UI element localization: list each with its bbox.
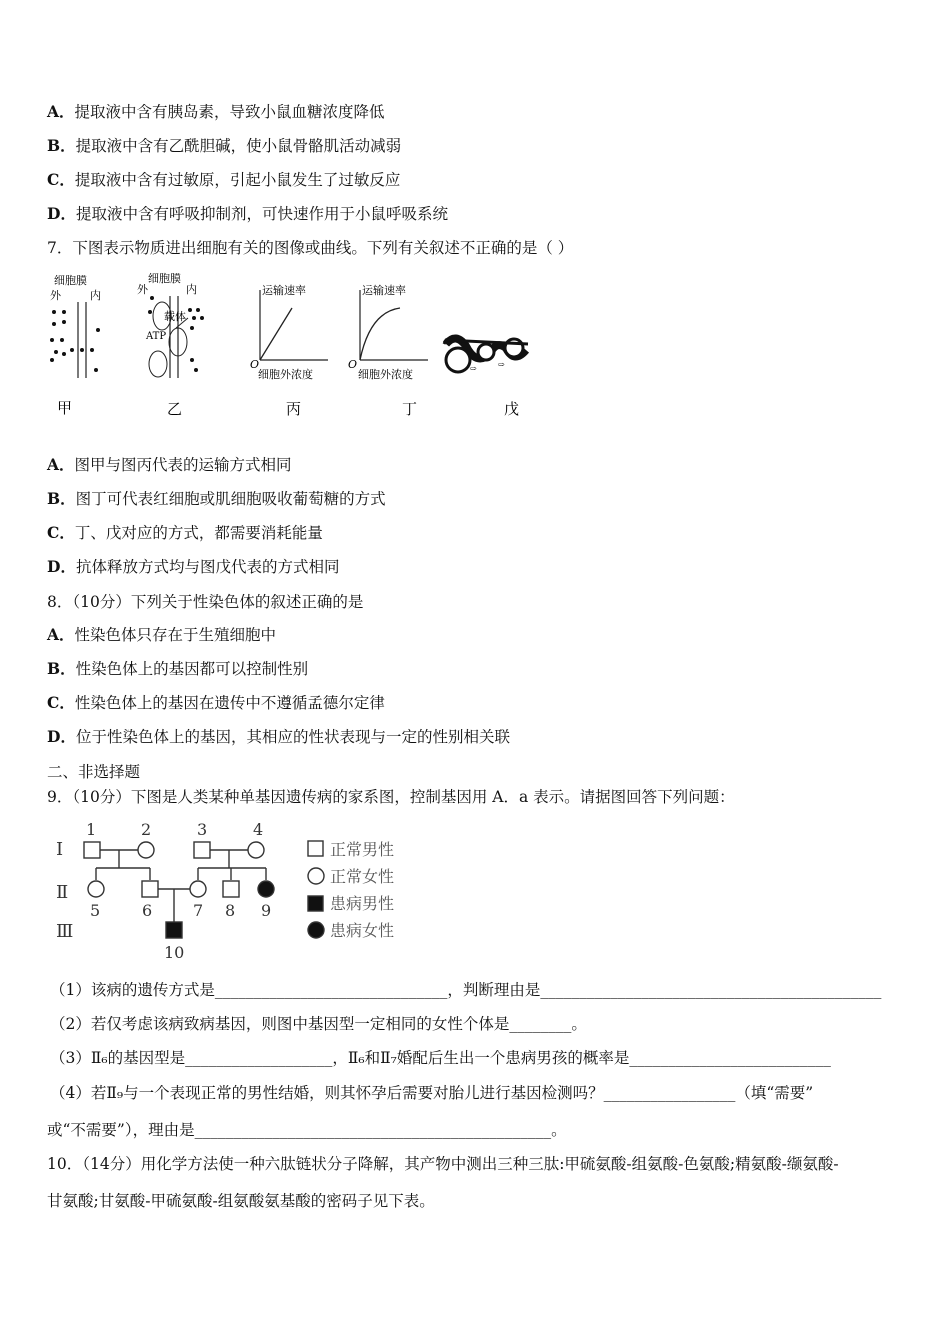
individual-5: 5	[90, 901, 101, 920]
in-label: 内	[90, 289, 101, 302]
svg-text:细胞膜: 细胞膜	[148, 272, 181, 285]
q7-option-d: D．抗体释放方式均与图戊代表的方式相同	[47, 557, 340, 576]
individual-1: 1	[86, 820, 97, 839]
section-heading: 二、非选择题	[47, 763, 141, 781]
individual-4: 4	[253, 820, 264, 839]
out-label: 外	[50, 289, 61, 302]
q9-sub1: （1）该病的遗传方式是______________________________，判断理由是____________________________________________	[50, 981, 882, 999]
svg-text:⇨: ⇨	[470, 364, 477, 373]
individual-2: 2	[141, 820, 152, 839]
panel-wu	[444, 338, 528, 373]
q8-option-b: B．性染色体上的基因都可以控制性别	[47, 659, 309, 678]
panel-jia	[50, 273, 101, 378]
q7-stem: 7．下图表示物质进出细胞有关的图像或曲线。下列有关叙述不正确的是（ ）	[47, 239, 574, 257]
yaxis-label: 运输速率	[262, 284, 306, 297]
pedigree-chart	[48, 818, 428, 966]
individual-7: 7	[193, 901, 204, 920]
svg-text:⇨: ⇨	[498, 360, 505, 369]
q9-stem: 9．（10分）下图是人类某种单基因遗传病的家系图，控制基因用 A．a 表示。请据图回答下列问题：	[47, 788, 735, 806]
q9-sub2: （2）若仅考虑该病致病基因，则图中基因型一定相同的女性个体是________。	[50, 1015, 587, 1033]
generation-iii: Ⅲ	[56, 921, 74, 942]
q7-option-c: C．丁、戊对应的方式，都需要消耗能量	[47, 523, 323, 542]
svg-text:内: 内	[186, 283, 197, 296]
svg-text:外: 外	[137, 283, 148, 296]
carrier-label: 载体	[164, 310, 186, 323]
q6-option-d: D．提取液中含有呼吸抑制剂，可快速作用于小鼠呼吸系统	[47, 204, 448, 223]
q9-sub3: （3）Ⅱ₆的基因型是___________________，Ⅱ₆和Ⅱ₇婚配后生出一个患病男孩的概率是__________________________	[50, 1049, 831, 1067]
legend-normal-female: 正常女性	[330, 867, 395, 886]
q8-option-a: A．性染色体只存在于生殖细胞中	[47, 625, 277, 644]
atp-label: ATP	[146, 331, 167, 342]
q8-option-c: C．性染色体上的基因在遗传中不遵循孟德尔定律	[47, 693, 385, 712]
panel-label-yi: 乙	[167, 400, 183, 418]
individual-6: 6	[142, 901, 153, 920]
svg-text:运输速率: 运输速率	[362, 284, 406, 297]
q7-figure	[40, 268, 540, 428]
svg-text:O: O	[250, 358, 260, 371]
q6-option-a: A．提取液中含有胰岛素，导致小鼠血糖浓度降低	[47, 102, 385, 121]
legend-affected-male: 患病男性	[330, 894, 395, 913]
panel-label-bing: 丙	[286, 400, 302, 418]
generation-ii: Ⅱ	[56, 882, 69, 903]
q10-line1: 10．（14分）用化学方法使一种六肽链状分子降解，其产物中测出三种三肽:甲硫氨酸-组氨酸-色氨酸;精氨酸-缬氨酸-	[47, 1155, 839, 1173]
panel-label-ding: 丁	[402, 400, 418, 418]
panel-bing	[250, 283, 328, 381]
individual-8: 8	[225, 901, 236, 920]
panel-ding	[348, 283, 428, 381]
q7-option-b: B．图丁可代表红细胞或肌细胞吸收葡萄糖的方式	[47, 489, 386, 508]
individual-10: 10	[164, 943, 185, 962]
panel-label-wu: 戊	[504, 400, 520, 418]
generation-i: Ⅰ	[56, 839, 64, 860]
individual-9: 9	[261, 901, 272, 920]
pedigree-legend	[308, 841, 324, 938]
individual-3: 3	[197, 820, 208, 839]
q9-sub4-line1: （4）若Ⅱ₉与一个表现正常的男性结婚，则其怀孕后需要对胎儿进行基因检测吗？_________________（填“需要”	[50, 1084, 814, 1102]
panel-yi	[137, 271, 204, 378]
svg-text:细胞外浓度: 细胞外浓度	[358, 368, 413, 381]
q6-option-c: C．提取液中含有过敏原，引起小鼠发生了过敏反应	[47, 170, 401, 189]
xaxis-label: 细胞外浓度	[258, 368, 313, 381]
q7-option-a: A．图甲与图丙代表的运输方式相同	[47, 455, 292, 474]
q9-sub4-line2: 或“不需要”），理由是______________________________________________。	[47, 1121, 567, 1139]
q8-option-d: D．位于性染色体上的基因，其相应的性状表现与一定的性别相关联	[47, 727, 510, 746]
q8-stem: 8．（10分）下列关于性染色体的叙述正确的是	[47, 593, 364, 611]
membrane-label: 细胞膜	[54, 274, 87, 287]
legend-normal-male: 正常男性	[330, 840, 395, 859]
q6-option-b: B．提取液中含有乙酰胆碱，使小鼠骨骼肌活动减弱	[47, 136, 402, 155]
panel-label-jia: 甲	[57, 399, 73, 417]
q10-line2: 甘氨酸;甘氨酸-甲硫氨酸-组氨酸氨基酸的密码子见下表。	[47, 1192, 435, 1210]
legend-affected-female: 患病女性	[330, 921, 395, 940]
svg-text:O: O	[348, 358, 358, 371]
